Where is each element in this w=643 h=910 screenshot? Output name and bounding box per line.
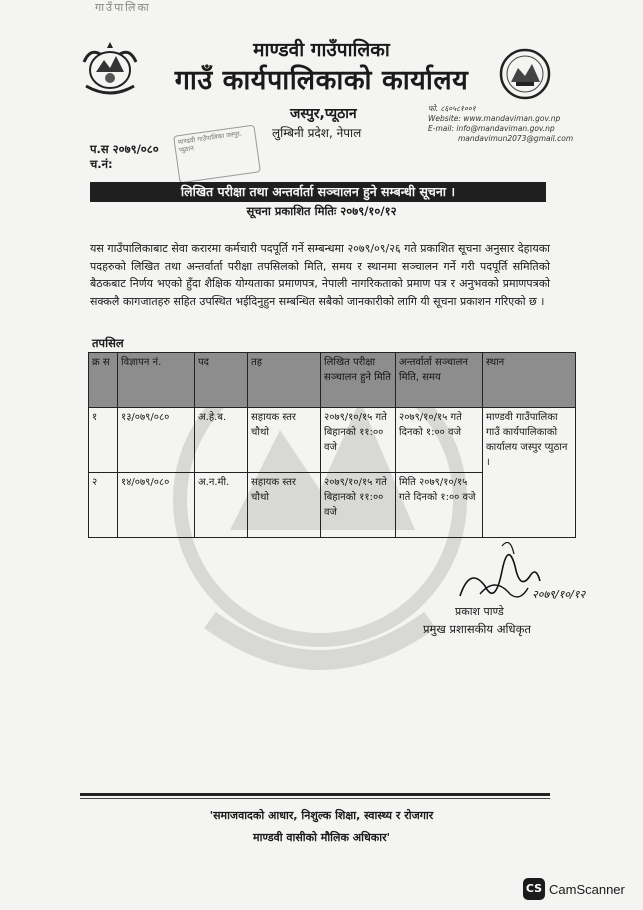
reference-block bbox=[90, 142, 159, 172]
ref-number: प.स २०७९/०८० bbox=[90, 142, 159, 156]
signatory-name: प्रकाश पाण्डे bbox=[455, 605, 504, 618]
cell-adv-no: १३/०७९/०८० bbox=[118, 408, 195, 473]
dispatch-number: च.नं: bbox=[90, 157, 113, 171]
office-stamp: माण्डवी गाउँपालिका जस्पुर, प्युठान bbox=[173, 125, 261, 184]
schedule-label: तपसिल bbox=[92, 336, 124, 350]
footer-divider-thin bbox=[80, 798, 550, 799]
col-header-level: तह bbox=[248, 353, 321, 408]
municipality-name: माण्डवी गाउँपालिका bbox=[253, 39, 390, 61]
camscanner-logo-icon: CS bbox=[523, 878, 545, 900]
cell-interview-date: २०७९/१०/१५ गते दिनको १:०० वजे bbox=[396, 408, 483, 473]
notice-title: लिखित परीक्षा तथा अन्तर्वार्ता सञ्चालन हुने सम्बन्धी सूचना । bbox=[90, 182, 546, 202]
footer-slogan-line-1: 'समाजवादको आधार, निशुल्क शिक्षा, स्वास्थ्य र रोजगार bbox=[209, 809, 434, 822]
col-header-post: पद bbox=[195, 353, 248, 408]
cell-written-date: २०७९/१०/१५ गते बिहानको ११:०० वजे bbox=[321, 408, 396, 473]
address-line-1: जस्पुर,प्यूठान bbox=[290, 106, 357, 122]
signatory-title: प्रमुख प्रशासकीय अधिकृत bbox=[423, 622, 531, 636]
email-2: mandavimun2073@gmail.com bbox=[458, 134, 574, 143]
published-date: सूचना प्रकाशित मितिः २०७९/१०/१२ bbox=[246, 204, 397, 218]
website: Website: www.mandaviman.gov.np bbox=[428, 114, 561, 123]
cell-interview-date: मिति २०७९/१०/१५ गते दिनको १:०० वजे bbox=[396, 473, 483, 538]
col-header-interview-date: अन्तर्वार्ता सञ्चालन मिति, समय bbox=[396, 353, 483, 408]
table-header-row bbox=[89, 353, 576, 408]
schedule-table bbox=[88, 352, 576, 538]
address-line-2: लुम्बिनी प्रदेश, नेपाल bbox=[272, 126, 362, 140]
col-header-venue: स्थान bbox=[483, 353, 576, 408]
table-row bbox=[89, 408, 576, 473]
col-header-adv-no: विज्ञापन नं. bbox=[118, 353, 195, 408]
cell-level: सहायक स्तर चौथो bbox=[248, 473, 321, 538]
cell-sn: २ bbox=[89, 473, 118, 538]
cell-post: अ.हे.ब. bbox=[195, 408, 248, 473]
phone-number: फो. ८६०५८१००१ bbox=[428, 104, 476, 113]
col-header-written-date: लिखित परीक्षा सञ्चालन हुने मिति bbox=[321, 353, 396, 408]
col-header-sn: क्र स bbox=[89, 353, 118, 408]
cell-level: सहायक स्तर चौथो bbox=[248, 408, 321, 473]
cell-sn: १ bbox=[89, 408, 118, 473]
email-1: E-mail: info@mandaviman.gov.np bbox=[428, 124, 555, 133]
cell-venue: माण्डवी गाउँपालिका गाउँ कार्यपालिकाको कार्यालय जस्पुर प्युठान । bbox=[483, 408, 576, 538]
cell-post: अ.न.मी. bbox=[195, 473, 248, 538]
camscanner-watermark bbox=[523, 878, 625, 900]
top-cutoff-text: गाउँपालिका bbox=[95, 1, 151, 14]
cell-adv-no: १४/०७९/०८० bbox=[118, 473, 195, 538]
notice-body: यस गाउँपालिकाबाट सेवा करारमा कर्मचारी पदपूर्ति गर्ने सम्बन्धमा २०७९/०९/२६ गते प्रकाशित सूचना अनुसार देहायका पदहरुको लिखित तथा अन्तर्वार्ता परीक्षा तपसिलको मिति, समय र स्थानमा सञ्चालन गर्ने गरी पदपूर्ति समितिको बैठकबाट निर्णय भएको हुँदा शैक्षिक योग्यताका प्रमाणपत्र, नेपाली नागरिकताको प्रमाण पत्र र अनुभवको प्रमाणपत्रको सक्कलै कागजातहरु सहित उपस्थित भईदिनुहुन सम्बन्धित सबैको जानकारीको लागि यी सूचना प्रकाशन गरिएको छ । bbox=[90, 242, 550, 308]
office-title: गाउँ कार्यपालिकाको कार्यालय bbox=[174, 65, 469, 96]
camscanner-label: CamScanner bbox=[549, 881, 625, 897]
cell-written-date: २०७९/१०/१५ गते बिहानको ११:०० वजे bbox=[321, 473, 396, 538]
footer-slogan-line-2: माण्डवी वासीको मौलिक अधिकार' bbox=[253, 831, 390, 844]
contact-block bbox=[428, 104, 573, 144]
signature-date: २०७९/१०/१२ bbox=[532, 588, 586, 601]
footer-divider bbox=[80, 793, 550, 796]
